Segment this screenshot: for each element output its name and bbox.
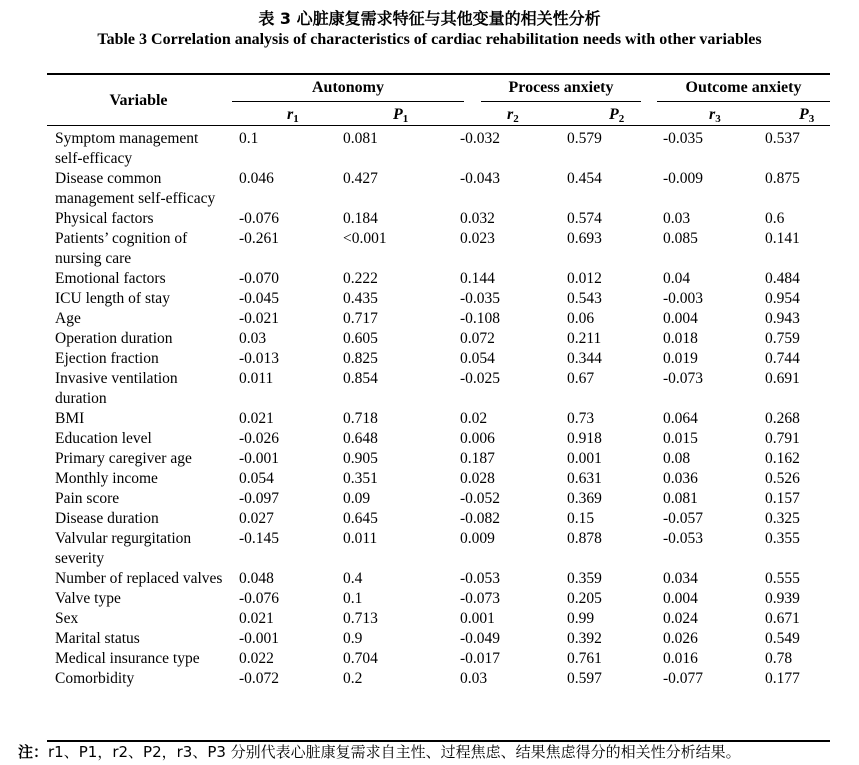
cell-p2: 0.15 [567, 510, 595, 527]
cell-r3: 0.034 [663, 570, 698, 587]
cell-p1: 0.222 [343, 270, 378, 287]
cell-p2: 0.359 [567, 570, 602, 587]
cell-p1: 0.09 [343, 490, 371, 507]
cell-r2: 0.009 [460, 530, 495, 547]
cell-variable: Number of replaced valves [55, 570, 223, 587]
cell-p1: <0.001 [343, 230, 387, 247]
cell-r2: -0.073 [460, 590, 501, 607]
cell-r2: 0.054 [460, 350, 495, 367]
cell-p2: 0.574 [567, 210, 602, 227]
cell-p1: 0.645 [343, 510, 378, 527]
cell-r3: 0.03 [663, 210, 691, 227]
table-row [0, 429, 859, 449]
table-row [0, 509, 859, 529]
cell-p3: 0.484 [765, 270, 800, 287]
cell-p3: 0.177 [765, 670, 800, 687]
cell-variable: Sex [55, 610, 79, 627]
cell-r2: 0.03 [460, 670, 488, 687]
cell-p1: 0.713 [343, 610, 378, 627]
cell-r3: 0.081 [663, 490, 698, 507]
cell-p2: 0.369 [567, 490, 602, 507]
cell-p1: 0.427 [343, 170, 378, 187]
header-p1: $P_1$ [393, 106, 409, 125]
cell-p3: 0.943 [765, 310, 800, 327]
cell-variable: Operation duration [55, 330, 173, 347]
cell-r2: -0.017 [460, 650, 501, 667]
cell-variable: Marital status [55, 630, 140, 647]
cell-r2: 0.032 [460, 210, 495, 227]
cell-variable: Patients’ cognition of nursing care [55, 230, 188, 267]
cell-variable: ICU length of stay [55, 290, 170, 307]
cell-p3: 0.141 [765, 230, 800, 247]
cell-r1: 0.046 [239, 170, 274, 187]
cell-p2: 0.878 [567, 530, 602, 547]
cell-r2: 0.006 [460, 430, 495, 447]
cell-r3: 0.04 [663, 270, 691, 287]
group-underline-outcome [657, 101, 830, 102]
cell-r1: 0.011 [239, 370, 274, 387]
cell-r2: -0.035 [460, 290, 501, 307]
header-group-process-anxiety: Process anxiety [508, 79, 614, 96]
cell-r3: 0.085 [663, 230, 698, 247]
cell-p2: 0.205 [567, 590, 602, 607]
header-r1: $r_1$ [287, 106, 299, 125]
cell-r1: -0.145 [239, 530, 280, 547]
cell-r3: -0.073 [663, 370, 704, 387]
cell-p1: 0.2 [343, 670, 363, 687]
cell-r3: 0.004 [663, 310, 698, 327]
cell-p2: 0.06 [567, 310, 595, 327]
table-row [0, 369, 859, 409]
cell-r2: -0.052 [460, 490, 501, 507]
cell-r3: 0.019 [663, 350, 698, 367]
cell-p3: 0.6 [765, 210, 785, 227]
cell-r2: 0.187 [460, 450, 495, 467]
header-p2: $P_2$ [609, 106, 625, 125]
table-row [0, 589, 859, 609]
group-underline-process [481, 101, 641, 102]
table-row [0, 129, 859, 169]
cell-p3: 0.691 [765, 370, 800, 387]
cell-p1: 0.184 [343, 210, 378, 227]
table-row [0, 469, 859, 489]
cell-r3: 0.016 [663, 650, 698, 667]
cell-p2: 0.99 [567, 610, 595, 627]
cell-r2: -0.049 [460, 630, 501, 647]
table-title-en: Table 3 Correlation analysis of characteristics of cardiac rehabilitation needs with other variables [97, 31, 762, 48]
table-row [0, 449, 859, 469]
cell-p3: 0.526 [765, 470, 800, 487]
header-r3: $r_3$ [709, 106, 721, 125]
cell-p3: 0.157 [765, 490, 800, 507]
cell-variable: Valve type [55, 590, 121, 607]
cell-r3: 0.026 [663, 630, 698, 647]
cell-p2: 0.344 [567, 350, 602, 367]
cell-p3: 0.555 [765, 570, 800, 587]
cell-r2: -0.108 [460, 310, 501, 327]
table-row [0, 489, 859, 509]
cell-r3: 0.015 [663, 430, 698, 447]
cell-r1: -0.001 [239, 630, 280, 647]
cell-r2: 0.001 [460, 610, 495, 627]
cell-r3: 0.036 [663, 470, 698, 487]
header-variable: Variable [109, 92, 168, 109]
cell-r1: -0.070 [239, 270, 280, 287]
cell-p2: 0.001 [567, 450, 602, 467]
cell-p2: 0.012 [567, 270, 602, 287]
cell-r1: -0.097 [239, 490, 280, 507]
cell-p3: 0.537 [765, 130, 800, 147]
cell-p3: 0.791 [765, 430, 800, 447]
cell-p1: 0.011 [343, 530, 378, 547]
cell-p3: 0.671 [765, 610, 800, 627]
cell-p2: 0.693 [567, 230, 602, 247]
cell-variable: Valvular regurgitation severity [55, 530, 192, 567]
cell-r1: -0.076 [239, 590, 280, 607]
cell-r2: -0.032 [460, 130, 501, 147]
cell-variable: Disease common management self-efficacy [55, 170, 216, 207]
table-row [0, 649, 859, 669]
cell-p2: 0.73 [567, 410, 595, 427]
cell-variable: Medical insurance type [55, 650, 200, 667]
table-row [0, 209, 859, 229]
cell-r2: 0.023 [460, 230, 495, 247]
cell-p1: 0.605 [343, 330, 378, 347]
table-top-rule [47, 73, 830, 75]
cell-p3: 0.875 [765, 170, 800, 187]
cell-r1: -0.045 [239, 290, 280, 307]
cell-variable: Physical factors [55, 210, 154, 227]
header-group-autonomy: Autonomy [311, 79, 384, 96]
table-row [0, 229, 859, 269]
cell-p2: 0.597 [567, 670, 602, 687]
table-row [0, 409, 859, 429]
cell-p2: 0.211 [567, 330, 602, 347]
cell-variable: Symptom management self-efficacy [55, 130, 199, 167]
header-r2: $r_2$ [507, 106, 519, 125]
cell-r1: 0.054 [239, 470, 274, 487]
cell-p1: 0.718 [343, 410, 378, 427]
cell-r3: -0.035 [663, 130, 704, 147]
cell-variable: BMI [55, 410, 85, 427]
cell-p1: 0.717 [343, 310, 378, 327]
header-p3: $P_3$ [799, 106, 815, 125]
cell-p1: 0.648 [343, 430, 378, 447]
cell-variable: Pain score [55, 490, 120, 507]
cell-p3: 0.954 [765, 290, 800, 307]
cell-r3: 0.004 [663, 590, 698, 607]
cell-p1: 0.854 [343, 370, 378, 387]
cell-p2: 0.761 [567, 650, 602, 667]
cell-p3: 0.355 [765, 530, 800, 547]
cell-r2: 0.072 [460, 330, 495, 347]
cell-p2: 0.67 [567, 370, 595, 387]
header-group-outcome-anxiety: Outcome anxiety [685, 79, 802, 96]
table-row [0, 669, 859, 689]
cell-p1: 0.704 [343, 650, 378, 667]
table-row [0, 289, 859, 309]
cell-p3: 0.78 [765, 650, 793, 667]
cell-r3: 0.018 [663, 330, 698, 347]
cell-p3: 0.549 [765, 630, 800, 647]
cell-r1: 0.021 [239, 610, 274, 627]
table-row [0, 349, 859, 369]
note-label: 注： [18, 743, 49, 761]
table-row [0, 569, 859, 589]
cell-p1: 0.825 [343, 350, 378, 367]
table-row [0, 609, 859, 629]
table-header-rule [47, 125, 830, 126]
table-title-cn: 表 3 心脏康复需求特征与其他变量的相关性分析 [258, 9, 601, 28]
cell-r3: -0.009 [663, 170, 704, 187]
cell-p3: 0.268 [765, 410, 800, 427]
cell-p1: 0.1 [343, 590, 363, 607]
cell-p1: 0.435 [343, 290, 378, 307]
cell-r3: 0.064 [663, 410, 698, 427]
note-text: r1、P1，r2、P2，r3、P3 分别代表心脏康复需求自主性、过程焦虑、结果焦虑得分的相关性分析结果。 [48, 743, 741, 761]
cell-r1: 0.021 [239, 410, 274, 427]
cell-variable: Primary caregiver age [55, 450, 192, 467]
cell-p2: 0.631 [567, 470, 602, 487]
cell-r3: 0.08 [663, 450, 691, 467]
cell-variable: Age [55, 310, 81, 327]
cell-r3: -0.053 [663, 530, 704, 547]
cell-p2: 0.579 [567, 130, 602, 147]
cell-r1: 0.027 [239, 510, 274, 527]
cell-r1: -0.021 [239, 310, 280, 327]
cell-p2: 0.543 [567, 290, 602, 307]
cell-variable: Emotional factors [55, 270, 166, 287]
cell-variable: Education level [55, 430, 152, 447]
cell-r3: -0.057 [663, 510, 704, 527]
table-row [0, 629, 859, 649]
cell-p3: 0.162 [765, 450, 800, 467]
cell-r1: 0.022 [239, 650, 274, 667]
cell-variable: Disease duration [55, 510, 159, 527]
cell-p3: 0.744 [765, 350, 800, 367]
cell-p2: 0.392 [567, 630, 602, 647]
cell-p1: 0.351 [343, 470, 378, 487]
cell-variable: Monthly income [55, 470, 158, 487]
cell-r3: -0.003 [663, 290, 704, 307]
cell-r2: 0.144 [460, 270, 495, 287]
cell-r2: 0.028 [460, 470, 495, 487]
cell-p1: 0.081 [343, 130, 378, 147]
cell-variable: Ejection fraction [55, 350, 159, 367]
cell-r3: 0.024 [663, 610, 698, 627]
cell-r1: 0.03 [239, 330, 267, 347]
table-row [0, 169, 859, 209]
cell-r1: -0.261 [239, 230, 280, 247]
cell-r1: -0.076 [239, 210, 280, 227]
cell-p3: 0.325 [765, 510, 800, 527]
cell-r1: -0.072 [239, 670, 280, 687]
group-underline-autonomy [232, 101, 464, 102]
cell-p1: 0.4 [343, 570, 363, 587]
cell-p3: 0.759 [765, 330, 800, 347]
cell-variable: Comorbidity [55, 670, 135, 687]
cell-p2: 0.918 [567, 430, 602, 447]
table-row [0, 529, 859, 569]
cell-r2: -0.053 [460, 570, 501, 587]
cell-p3: 0.939 [765, 590, 800, 607]
cell-r2: -0.025 [460, 370, 501, 387]
cell-r1: 0.048 [239, 570, 274, 587]
cell-r1: -0.013 [239, 350, 280, 367]
table-row [0, 269, 859, 289]
table-note [18, 741, 858, 762]
cell-variable: Invasive ventilation duration [55, 370, 178, 407]
cell-r1: -0.001 [239, 450, 280, 467]
cell-r2: -0.082 [460, 510, 501, 527]
table-row [0, 309, 859, 329]
cell-r3: -0.077 [663, 670, 704, 687]
cell-p2: 0.454 [567, 170, 602, 187]
cell-p1: 0.905 [343, 450, 378, 467]
table-body [0, 129, 859, 689]
table-row [0, 329, 859, 349]
cell-r1: 0.1 [239, 130, 259, 147]
cell-r2: 0.02 [460, 410, 488, 427]
cell-r1: -0.026 [239, 430, 280, 447]
cell-r2: -0.043 [460, 170, 501, 187]
cell-p1: 0.9 [343, 630, 363, 647]
